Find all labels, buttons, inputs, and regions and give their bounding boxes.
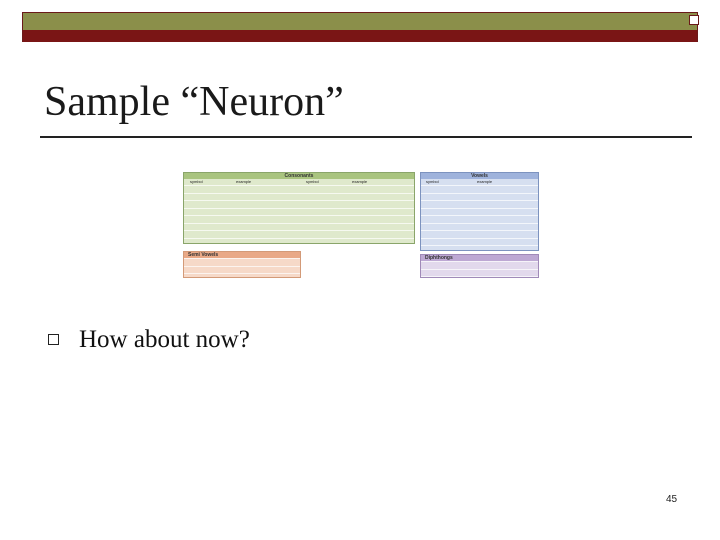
vowels-table (420, 172, 539, 251)
bullet-square-icon (48, 334, 59, 345)
consonants-table (183, 172, 415, 244)
title-underline (40, 136, 692, 138)
table-row (184, 230, 414, 238)
table-row (421, 193, 538, 201)
table-row (421, 269, 538, 277)
table-row (184, 266, 300, 274)
table-row (184, 208, 414, 216)
title-decoration-bar (22, 12, 698, 42)
table-row (184, 185, 414, 193)
column-label: example (352, 179, 368, 184)
consonants-header: Consonants (184, 173, 414, 179)
table-row (421, 238, 538, 246)
table-row (421, 223, 538, 231)
vowels-header: Vowels (421, 173, 538, 179)
table-row (421, 261, 538, 269)
column-label: symbol (306, 179, 319, 184)
phoneme-table-image (183, 172, 539, 278)
table-row (421, 230, 538, 238)
table-row (184, 273, 300, 281)
table-row (184, 258, 300, 266)
column-label: example (477, 179, 493, 184)
page-number: 45 (666, 494, 678, 505)
column-label: symbol (426, 179, 439, 184)
semivowels-table (183, 251, 301, 278)
column-label: symbol (190, 179, 203, 184)
consonants-rows (184, 185, 414, 253)
table-row (421, 185, 538, 193)
table-row (184, 223, 414, 231)
diphthongs-rows (421, 261, 538, 284)
table-row (184, 200, 414, 208)
semivowels-rows (184, 258, 300, 281)
slide-title: Sample “Neuron” (44, 79, 344, 125)
table-row (421, 215, 538, 223)
top-bar-red-stripe (23, 30, 697, 42)
diphthongs-header: Diphthongs (421, 255, 538, 261)
table-row (421, 208, 538, 216)
semivowels-header: Semi Vowels (184, 252, 300, 258)
table-row (421, 276, 538, 284)
table-row (421, 200, 538, 208)
top-bar-square-marker (689, 15, 699, 25)
bullet-text: How about now? (79, 326, 250, 353)
table-row (184, 238, 414, 246)
diphthongs-table (420, 254, 539, 278)
vowels-rows (421, 185, 538, 260)
table-row (184, 215, 414, 223)
table-row (184, 193, 414, 201)
column-label: example (236, 179, 252, 184)
top-bar-olive-stripe (23, 13, 697, 30)
table-row (421, 245, 538, 253)
